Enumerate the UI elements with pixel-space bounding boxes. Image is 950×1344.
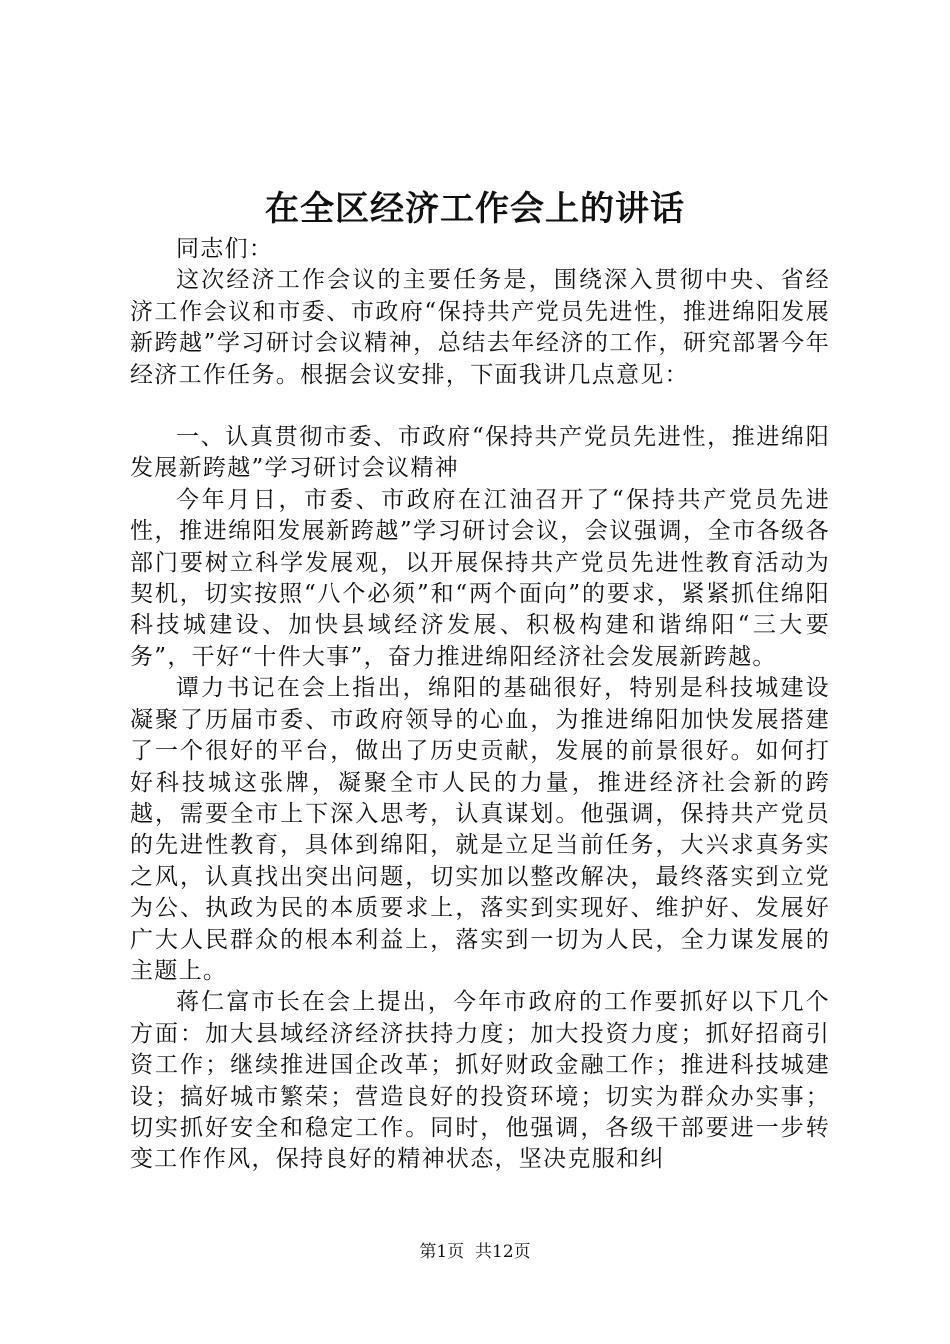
intro-paragraph: 这次经济工作会议的主要任务是，围绕深入贯彻中央、省经济工作会议和市委、市政府“保持共产党员先进性，推进绵阳发展新跨越”学习研讨会议精神，总结去年经济的工作，研究部署今年经济工作任务。根据会议安排，下面我讲几点意见：	[130, 267, 830, 388]
page-footer	[0, 1240, 950, 1264]
section-heading-paragraph: 一、认真贯彻市委、市政府“保持共产党员先进性，推进绵阳发展新跨越”学习研讨会议精神	[130, 424, 830, 482]
salutation-paragraph: 同志们：	[176, 236, 274, 262]
document-title: 在全区经济工作会上的讲话	[265, 189, 685, 229]
body-paragraph: 谭力书记在会上指出，绵阳的基础很好，特别是科技城建设凝聚了历届市委、市政府领导的心血，为推进绵阳加快发展搭建了一个很好的平台，做出了历史贡献，发展的前景很好。如何打好科技城这张牌，凝聚全市人民的力量，推进经济社会新的跨越，需要全市上下深入思考，认真谋划。他强调，保持共产党员的先进性教育，具体到绵阳，就是立足当前任务，大兴求真务实之风，认真找出突出问题，切实加以整改解决，最终落实到立党为公、执政为民的本质要求上，落实到实现好、维护好、发展好广大人民群众的根本利益上，落实到一切为人民，全力谋发展的主题上。	[130, 675, 830, 984]
page-total: 共12页	[475, 1242, 531, 1262]
page-number: 第1页	[419, 1242, 465, 1262]
body-paragraph: 今年月日，市委、市政府在江油召开了“保持共产党员先进性，推进绵阳发展新跨越”学习研讨会议，会议强调，全市各级各部门要树立科学发展观，以开展保持共产党员先进性教育活动为契机，切实按照“八个必须”和“两个面向”的要求，紧紧抓住绵阳科技城建设、加快县域经济发展、积极构建和谐绵阳“三大要务”，干好“十件大事”，奋力推进绵阳经济社会发展新跨越。	[130, 486, 830, 670]
body-paragraph: 蒋仁富市长在会上提出，今年市政府的工作要抓好以下几个方面：加大县域经济经济扶持力度；加大投资力度；抓好招商引资工作；继续推进国企改革；抓好财政金融工作；推进科技城建设；搞好城市繁荣；营造良好的投资环境；切实为群众办实事；切实抓好安全和稳定工作。同时，他强调，各级干部要进一步转变工作作风，保持良好的精神状态，坚决克服和纠	[130, 989, 830, 1173]
document-body	[130, 234, 830, 1176]
